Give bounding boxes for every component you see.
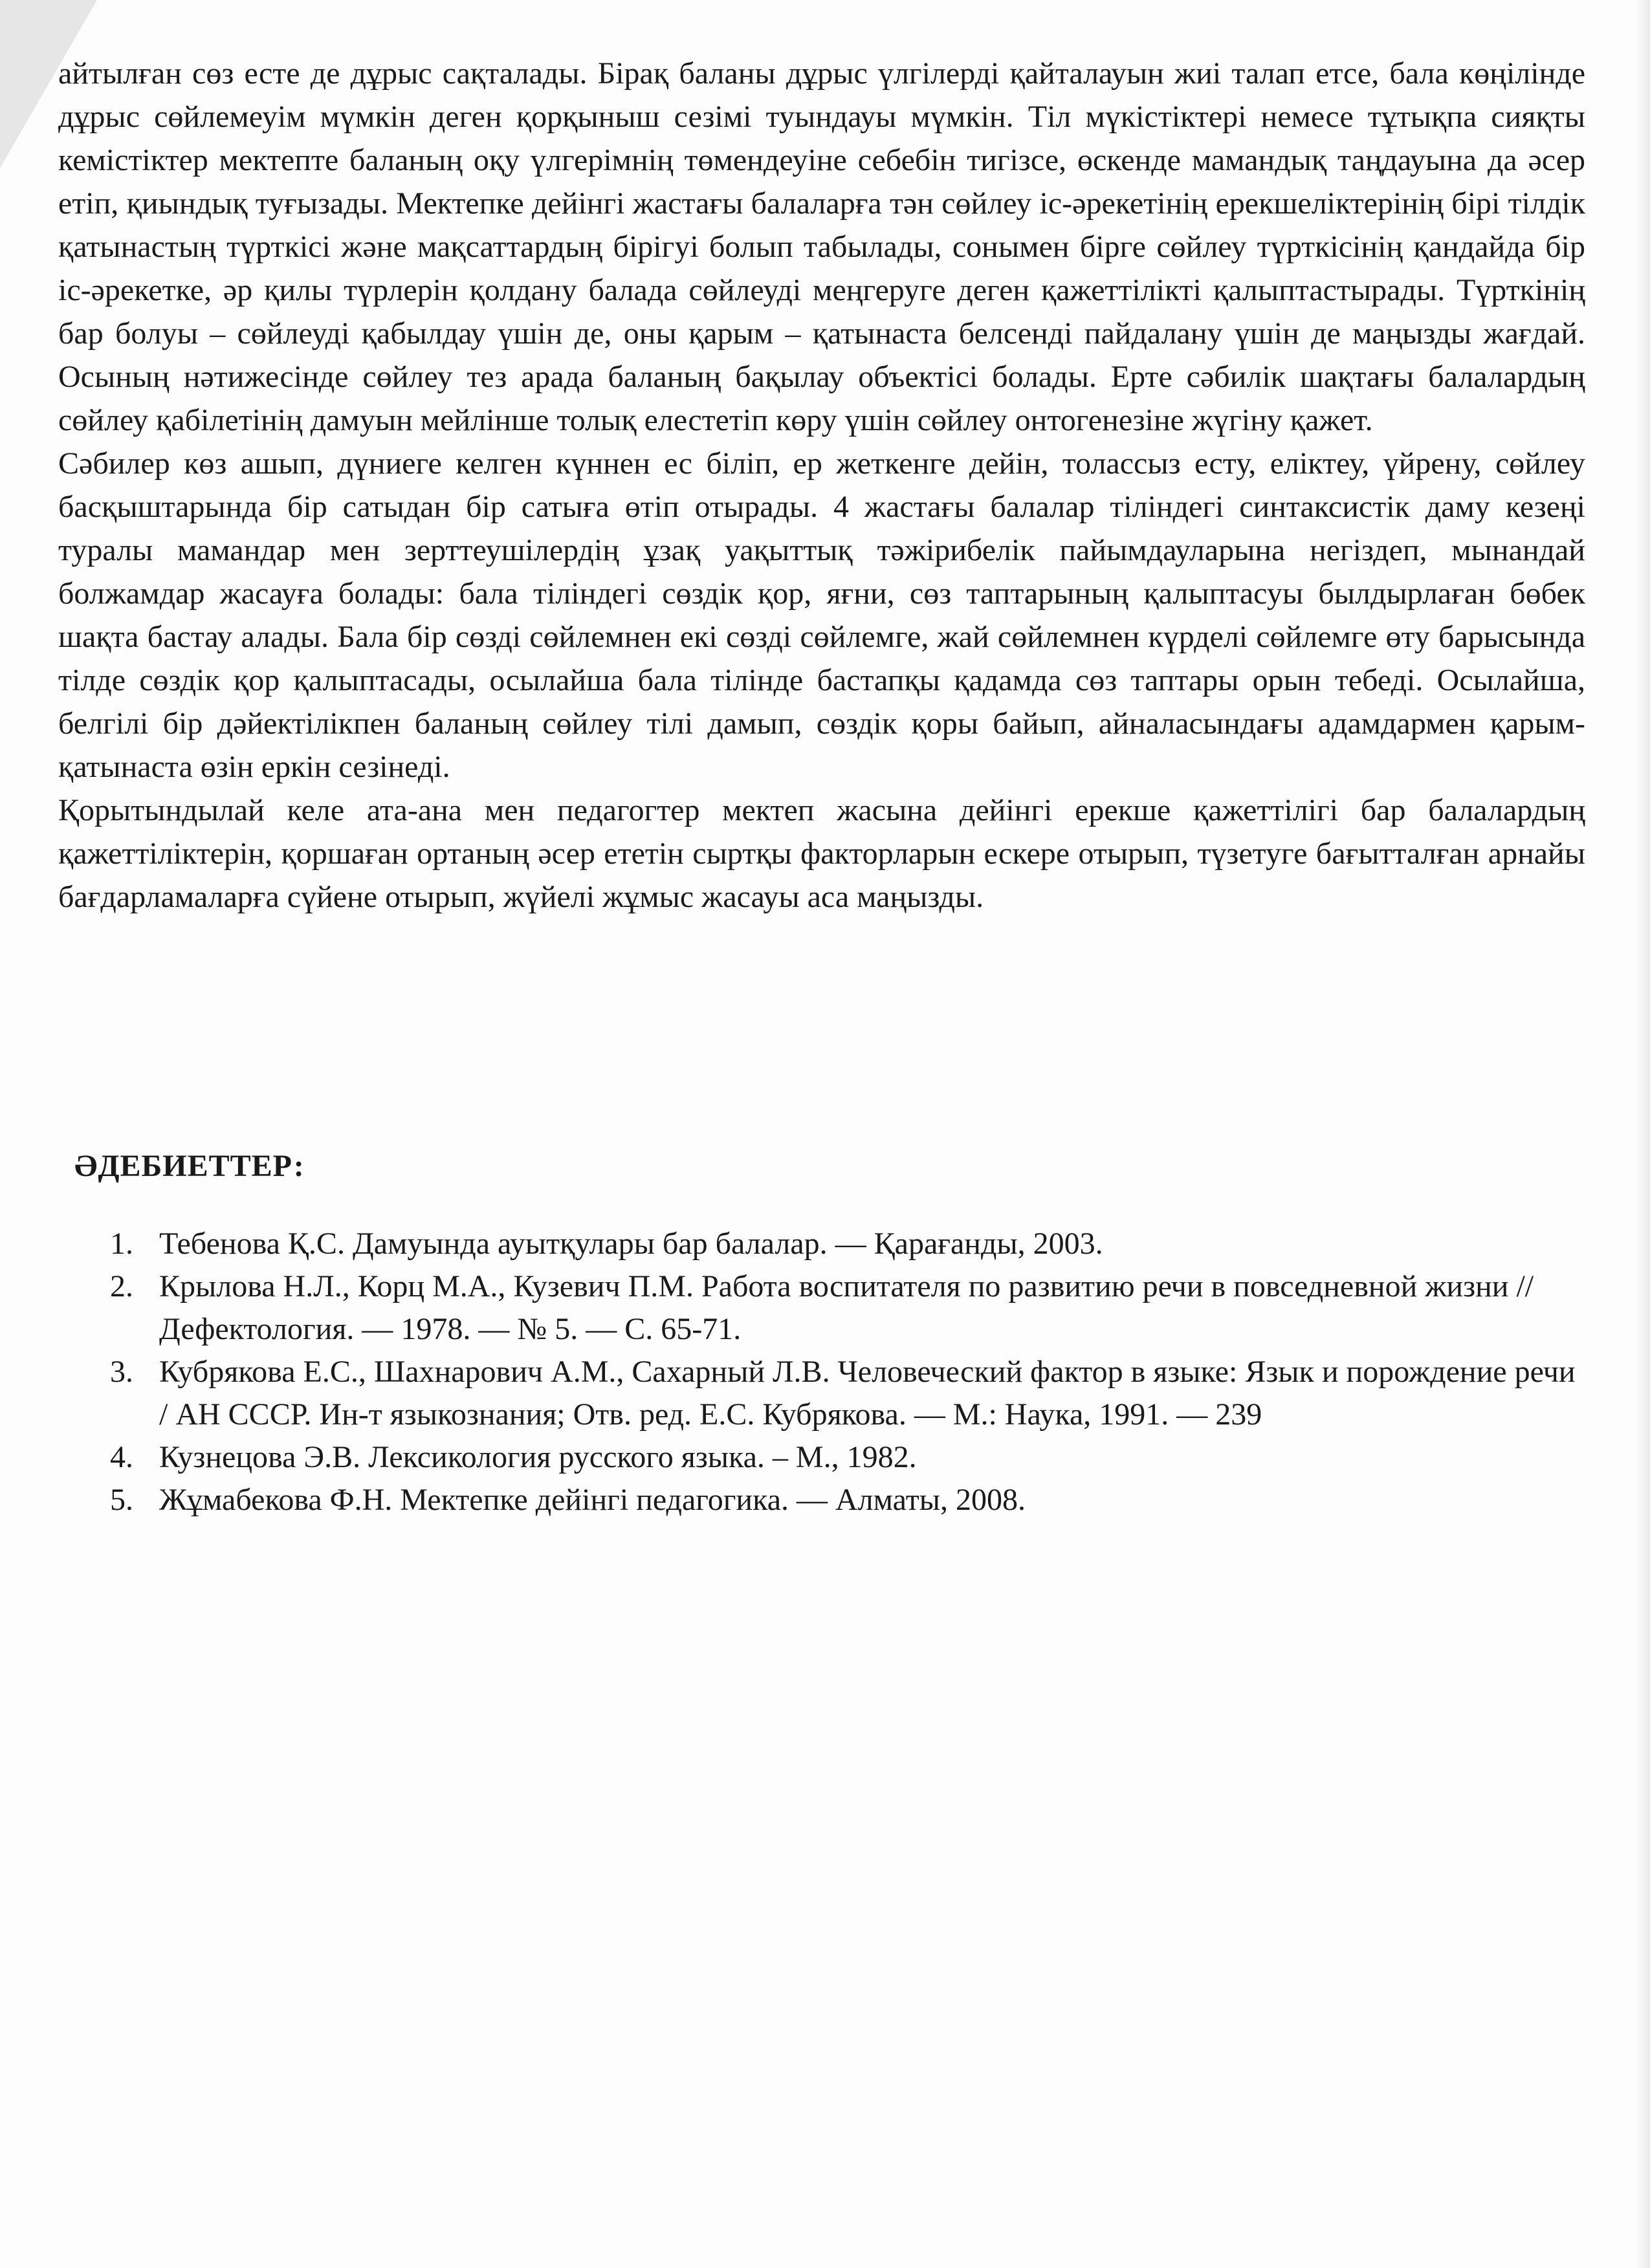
page-edge-shadow — [1636, 0, 1650, 2268]
reference-item — [110, 1223, 1585, 1265]
reference-text: Кузнецова Э.В. Лексикология русского языка. – М., 1982. — [159, 1440, 917, 1474]
reference-item — [110, 1479, 1585, 1521]
references-list — [110, 1223, 1585, 1521]
paragraph: Сәбилер көз ашып, дүниеге келген күннен ес біліп, ер жеткенге дейін, толассыз есту, еліктеу, үйрену, сөйлеу басқыштарында бір сатыдан бір сатыға өтіп отырады. 4 жастағы балалар тіліндегі синтаксистік даму кезеңі туралы мамандар мен зерттеушілердің ұзақ уақыттық тәжірибелік пайымдауларына негіздеп, мынандай болжамдар жасауға болады: бала тіліндегі сөздік қор, яғни, сөз таптарының қалыптасуы былдырлаған бөбек шақта бастау алады. Бала бір сөзді сөйлемнен екі сөзді сөйлемге, жай сөйлемнен күрделі сөйлемге өту барысында тілде сөздік қор қалыптасады, осылайша бала тілінде бастапқы қадамда сөз таптары орын тебеді. Осылайша, белгілі бір дәйектілікпен баланың сөйлеу тілі дамып, сөздік қоры байып, айналасындағы адамдармен қарым-қатынаста өзін еркін сезінеді. — [58, 446, 1585, 784]
reference-number: 2. — [110, 1269, 133, 1303]
paragraph: Қорытындылай келе ата-ана мен педагогтер мектеп жасына дейінгі ерекше қажеттілігі бар балалардың қажеттіліктерін, қоршаған ортаның әсер ететін сыртқы факторларын ескере отырып, түзетуге бағытталған арнайы бағдарламаларға сүйене отырып, жүйелі жұмыс жасауы аса маңызды. — [58, 793, 1585, 914]
reference-item — [110, 1265, 1585, 1351]
paragraph: айтылған сөз есте де дұрыс сақталады. Бірақ баланы дұрыс үлгілерді қайталауын жиі талап етсе, бала көңілінде дұрыс сөйлемеуім мүмкін деген қорқыныш сезімі туындауы мүмкін. Тіл мүкістіктері немесе тұтықпа сияқты кемістіктер мектепте баланың оқу үлгерімнің төмендеуіне себебін тигізсе, өскенде мамандық таңдауына да әсер етіп, қиындық туғызады. Мектепке дейінгі жастағы балаларға тән сөйлеу іс-әрекетінің ерекшеліктерінің бірі тілдік қатынастың түрткісі және мақсаттардың бірігуі болып табылады, сонымен бірге сөйлеу түрткісінің қандайда бір іс-әрекетке, әр қилы түрлерін қолдану балада сөйлеуді меңгеруге деген қажеттілікті қалыптастырады. Түрткінің бар болуы – сөйлеуді қабылдау үшін де, оны қарым – қатынаста белсенді пайдалану үшін де маңызды жағдай. Осының нәтижесінде сөйлеу тез арада баланың бақылау объектісі болады. Ерте сәбилік шақтағы балалардың сөйлеу қабілетінің дамуын мейлінше толық елестетіп көру үшін сөйлеу онтогенезіне жүгіну қажет. — [58, 56, 1585, 437]
body-text — [58, 52, 1585, 919]
reference-text: Кубрякова Е.С., Шахнарович А.М., Сахарный Л.В. Человеческий фактор в языке: Язык и порождение речи / АН СССР. Ин-т языкознания; Отв. ред. Е.С. Кубрякова. — М.: Наука, 1991. — 239 — [159, 1355, 1576, 1432]
reference-item — [110, 1351, 1585, 1436]
reference-number: 1. — [110, 1227, 133, 1261]
reference-number: 4. — [110, 1440, 133, 1474]
reference-text: Жұмабекова Ф.Н. Мектепке дейінгі педагогика. — Алматы, 2008. — [159, 1483, 1026, 1517]
reference-number: 5. — [110, 1483, 133, 1517]
references-heading: ӘДЕБИЕТТЕР: — [74, 1149, 305, 1183]
reference-item — [110, 1436, 1585, 1479]
reference-text: Тебенова Қ.С. Дамуында ауытқулары бар балалар. — Қарағанды, 2003. — [159, 1227, 1103, 1261]
reference-text: Крылова Н.Л., Корц М.А., Кузевич П.М. Работа воспитателя по развитию речи в повседневной жизни // Дефектология. — 1978. — № 5. — С. 65-71. — [159, 1269, 1534, 1346]
reference-number: 3. — [110, 1355, 133, 1389]
